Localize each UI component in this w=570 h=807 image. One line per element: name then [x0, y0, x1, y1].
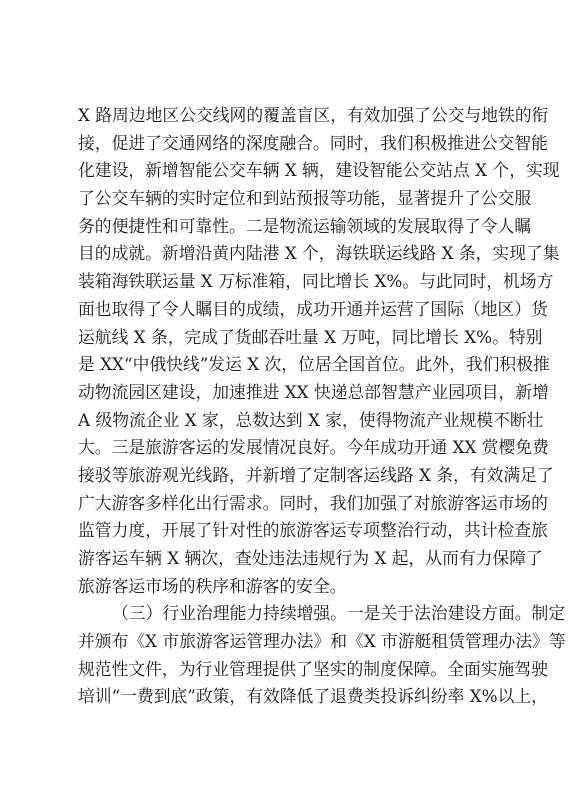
text-line: 规范性文件，为行业管理提供了坚实的制度保障。全面实施驾驶: [78, 658, 548, 679]
text-line: 接驳等旅游观光线路，并新增了定制客运线路 X 条，有效满足了: [78, 464, 554, 485]
text-line: 化建设，新增智能公交车辆 X 辆，建设智能公交站点 X 个，实现: [78, 160, 560, 181]
paragraph-end-line: 旅游客运市场的秩序和游客的安全。: [78, 575, 347, 596]
text-line: 动物流园区建设，加速推进 XX 快递总部智慧产业园项目，新增: [78, 381, 549, 402]
body-text: [78, 102, 566, 711]
section-heading-line: （三）行业治理能力持续增强。一是关于法治建设方面。制定: [112, 603, 566, 624]
text-line: 务的便捷性和可靠性。二是物流运输领域的发展取得了令人瞩: [78, 215, 532, 236]
text-line: A 级物流企业 X 家，总数达到 X 家，使得物流产业规模不断壮: [78, 409, 544, 430]
text-line: 目的成就。新增沿黄内陆港 X 个，海铁联运线路 X 条，实现了集: [78, 243, 560, 264]
text-line: 游客运车辆 X 辆次，查处违法违规行为 X 起，从而有力保障了: [78, 548, 543, 568]
text-line: 运航线 X 条，完成了货邮吞吐量 X 万吨，同比增长 X%。特别: [78, 326, 543, 347]
text-line: 装箱海铁联运量 X 万标准箱，同比增长 X%。与此同时，机场方: [78, 271, 554, 292]
text-line: 是 XX“中俄快线”发运 X 次，位居全国首位。此外，我们积极推: [78, 354, 550, 375]
text-line: 广大游客多样化出行需求。同时，我们加强了对旅游客运市场的: [78, 492, 548, 513]
text-line: 面也取得了令人瞩目的成绩，成功开通并运营了国际（地区）货: [78, 298, 548, 319]
text-line: X 路周边地区公交线网的覆盖盲区，有效加强了公交与地铁的衔: [78, 105, 549, 125]
text-line: 监管力度，开展了针对性的旅游客运专项整治行动，共计检查旅: [78, 520, 548, 541]
text-line: 并颁布《X 市旅游客运管理办法》和《X 市游艇租赁管理办法》等: [78, 631, 566, 652]
text-line: 接，促进了交通网络的深度融合。同时，我们积极推进公交智能: [78, 132, 548, 153]
text-line: 大。三是旅游客运的发展情况良好。今年成功开通 XX 赏樱免费: [78, 437, 549, 458]
text-line: 培训“一费到底”政策，有效降低了退费类投诉纠纷率 X%以上，: [78, 686, 548, 707]
text-line: 了公交车辆的实时定位和到站预报等功能，显著提升了公交服: [78, 188, 532, 209]
